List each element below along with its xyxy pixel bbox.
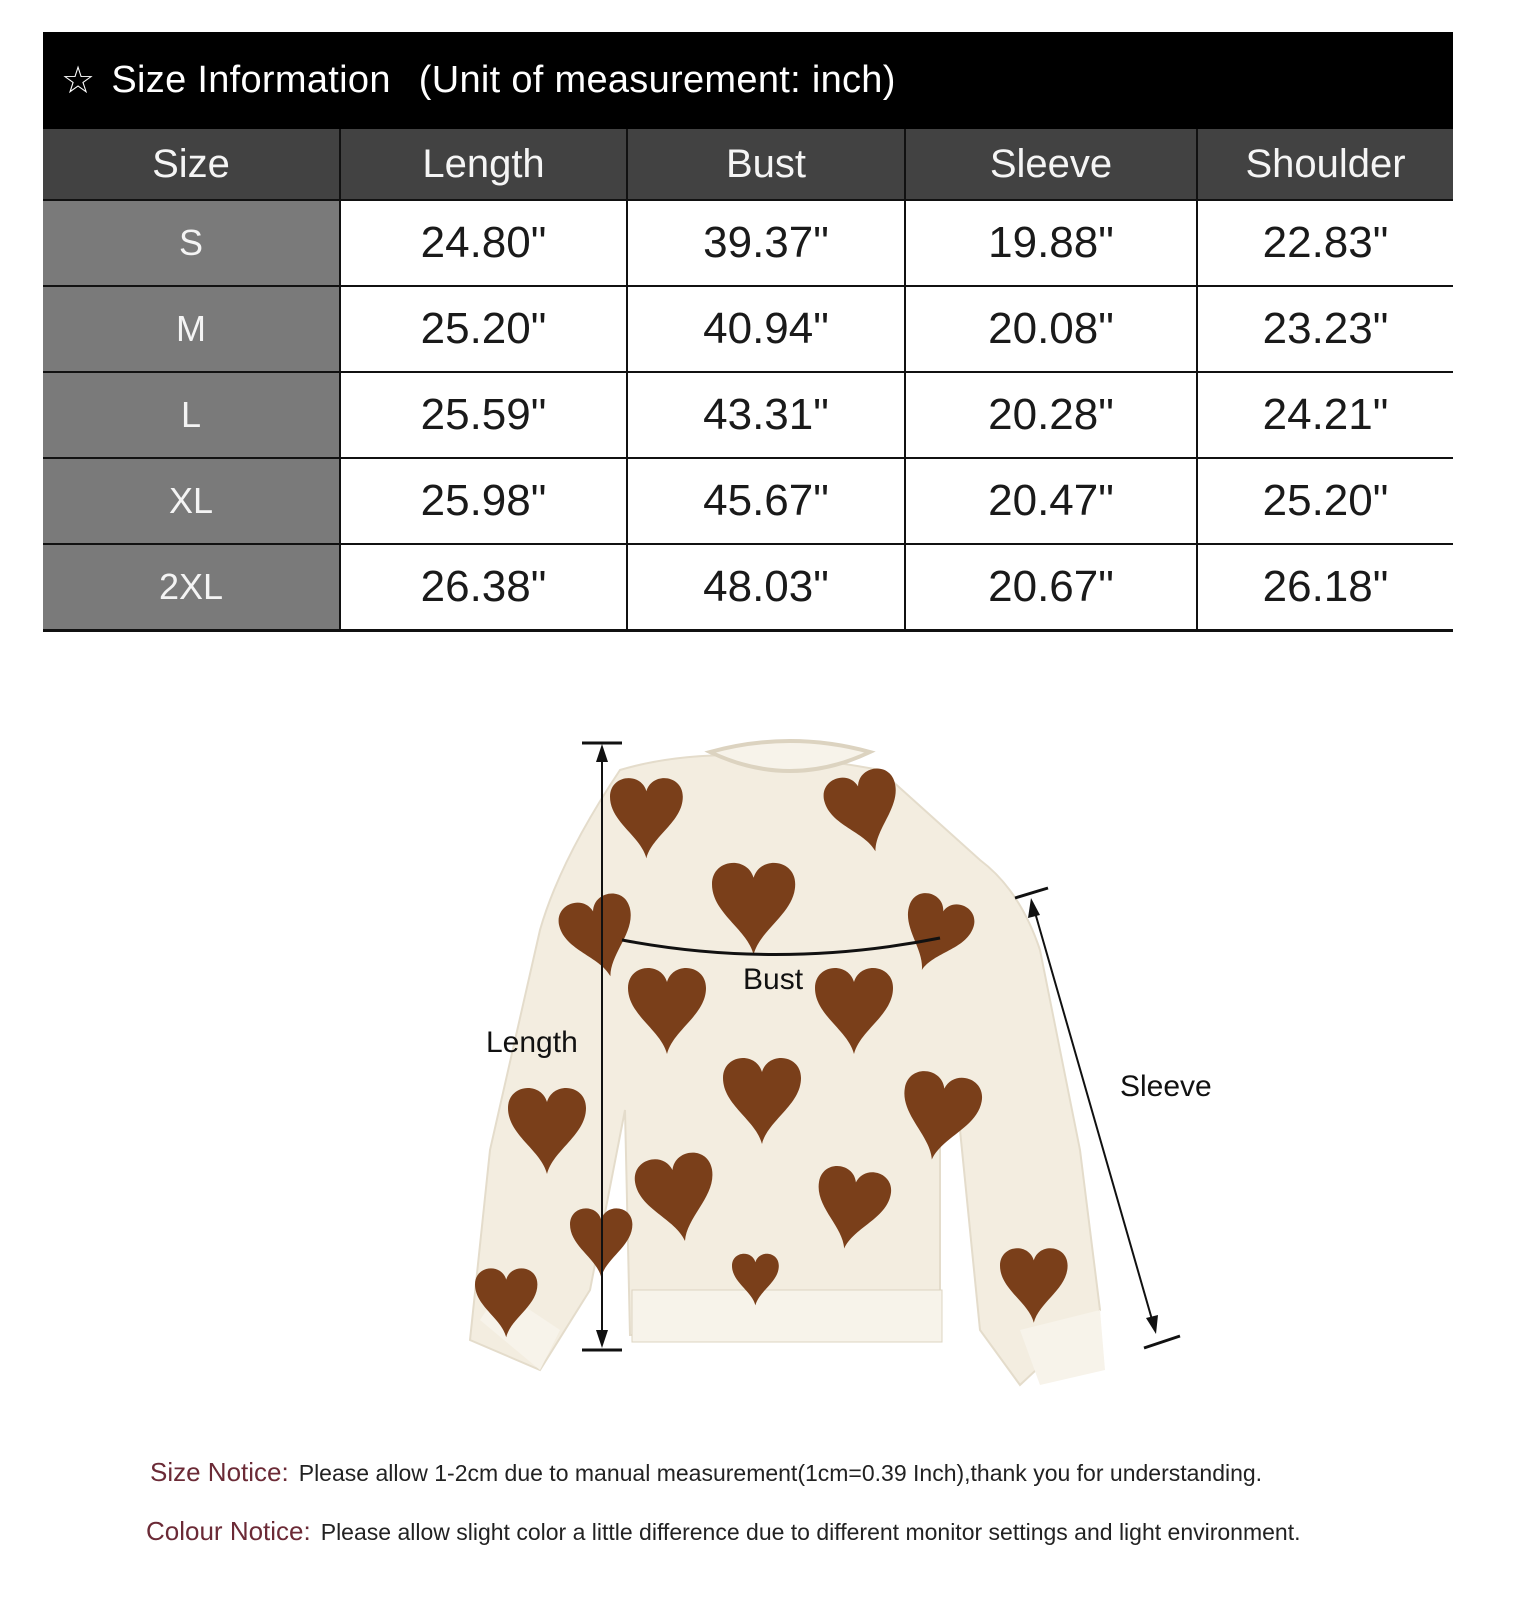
length-label: Length: [486, 1026, 578, 1059]
sweater-measurement-diagram: [460, 730, 1240, 1410]
size-table: [43, 129, 1453, 632]
colour-notice-key: Colour Notice:: [146, 1516, 311, 1546]
sleeve-cell: 20.28": [905, 372, 1197, 458]
size-notice-key: Size Notice:: [150, 1457, 289, 1487]
bust-label: Bust: [743, 963, 804, 996]
shoulder-cell: 25.20": [1197, 458, 1453, 544]
shoulder-cell: 26.18": [1197, 544, 1453, 630]
size-notice: [150, 1457, 1262, 1488]
column-header-length: Length: [340, 129, 627, 200]
column-header-bust: Bust: [627, 129, 905, 200]
length-cell: 25.20": [340, 286, 627, 372]
size-cell: S: [43, 200, 340, 286]
size-cell: M: [43, 286, 340, 372]
title-text: Size Information: [111, 59, 391, 101]
length-cell: 24.80": [340, 200, 627, 286]
sleeve-cell: 20.08": [905, 286, 1197, 372]
table-row: [43, 286, 1453, 372]
size-cell: L: [43, 372, 340, 458]
table-header-row: [43, 129, 1453, 200]
sleeve-label: Sleeve: [1120, 1070, 1212, 1103]
colour-notice-text: Please allow slight color a little difference due to different monitor settings and light environment.: [320, 1519, 1301, 1545]
table-row: [43, 372, 1453, 458]
column-header-shoulder: Shoulder: [1197, 129, 1453, 200]
sleeve-cell: 19.88": [905, 200, 1197, 286]
bust-cell: 48.03": [627, 544, 905, 630]
bust-cell: 43.31": [627, 372, 905, 458]
colour-notice: [146, 1516, 1301, 1547]
sleeve-cell: 20.67": [905, 544, 1197, 630]
shoulder-cell: 24.21": [1197, 372, 1453, 458]
table-row: [43, 544, 1453, 630]
column-header-sleeve: Sleeve: [905, 129, 1197, 200]
bust-cell: 45.67": [627, 458, 905, 544]
size-cell: XL: [43, 458, 340, 544]
table-row: [43, 200, 1453, 286]
table-row: [43, 458, 1453, 544]
size-notice-text: Please allow 1-2cm due to manual measurement(1cm=0.39 Inch),thank you for understanding.: [298, 1460, 1263, 1486]
length-cell: 25.98": [340, 458, 627, 544]
size-cell: 2XL: [43, 544, 340, 630]
length-cell: 26.38": [340, 544, 627, 630]
length-cell: 25.59": [340, 372, 627, 458]
unit-note: (Unit of measurement: inch): [418, 59, 896, 101]
size-chart: [43, 32, 1453, 632]
bust-cell: 40.94": [627, 286, 905, 372]
sleeve-cell: 20.47": [905, 458, 1197, 544]
size-chart-title: [43, 32, 1453, 129]
shoulder-cell: 23.23": [1197, 286, 1453, 372]
bust-cell: 39.37": [627, 200, 905, 286]
shoulder-cell: 22.83": [1197, 200, 1453, 286]
column-header-size: Size: [43, 129, 340, 200]
star-icon: ☆: [61, 60, 96, 102]
